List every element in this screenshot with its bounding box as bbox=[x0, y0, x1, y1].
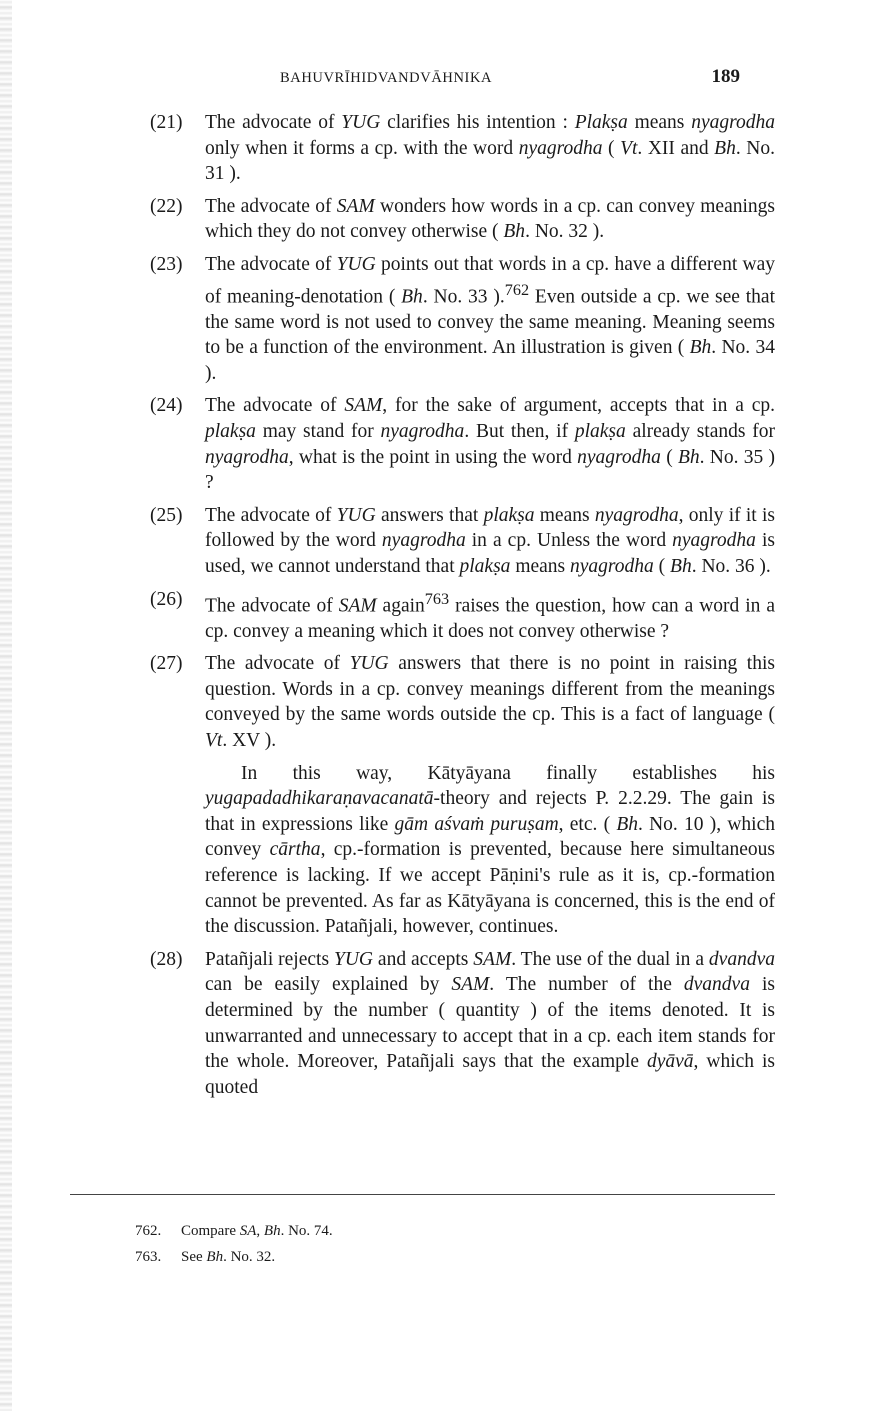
footnote-text: See Bh. No. 32. bbox=[181, 1249, 276, 1265]
paragraph-number: (21) bbox=[150, 112, 183, 133]
footnote-number: 763. bbox=[135, 1249, 162, 1265]
page-body bbox=[150, 110, 775, 1107]
page-header bbox=[280, 66, 740, 94]
paragraph-text: The advocate of YUG clarifies his intention : Plakṣa means nyagrodha only when it forms a cp. with the word nyagrodha ( Vt. XII and Bh. No. 31 ). bbox=[205, 112, 775, 185]
footnote-763 bbox=[135, 1244, 333, 1270]
footnote-number: 762. bbox=[135, 1223, 162, 1239]
paragraph-text: The advocate of SAM, for the sake of argument, accepts that in a cp. plakṣa may stand for nyagrodha. But then, if plakṣa already stands for nyagrodha, what is the point in using the word nyagrodha ( Bh. No. 35 ) ? bbox=[205, 395, 776, 494]
paragraph-number: (25) bbox=[150, 504, 183, 526]
paragraph-number: (23) bbox=[150, 253, 183, 275]
paragraph-text: The advocate of YUG answers that there is no point in raising this question. Words in a cp. convey meanings different from the meanings conveyed by the same words outside the cp. This is a fact of language ( Vt. XV ). bbox=[205, 653, 775, 752]
paragraph-number: (27) bbox=[150, 653, 183, 675]
paragraph-28 bbox=[150, 947, 775, 1101]
running-head: BAHUVRĪHIDVANDVĀHNIKA bbox=[280, 70, 493, 86]
paragraph-text: The advocate of YUG points out that words in a cp. have a different way of meaning-denotation ( Bh. No. 33 ).$^{762}$ Even outside a cp. we see that the same word is not used to convey the same meaning. Meaning seems to be a function of the environment. An illustration is given ( Bh. No. 34 ). bbox=[205, 253, 775, 384]
paragraph-text: Patañjali rejects YUG and accepts SAM. The use of the dual in a dvandva can be easily explained by SAM. The number of the dvandva is determined by the number ( quantity ) of the items denoted. It is unwarranted and unnecessary to accept that in a cp. each item stands for the whole. Moreover, Patañjali says that the example dyāvā, which is quoted bbox=[205, 948, 776, 1098]
paragraph-27 bbox=[150, 651, 775, 753]
continuation-paragraph: In this way, Kātyāyana finally establishes his yugapadadhikaraṇavacanatā-theory and rejects P. 2.2.29. The gain is that in expressions like gām aśvaṁ puruṣam, etc. ( Bh. No. 10 ), which convey cārtha, cp.-formation is prevented, because here simultaneous reference is lacking. If we accept Pāṇini's rule as it is, cp.-formation cannot be prevented. As far as Kātyāyana is concerned, this is the end of the discussion. Patañjali, however, continues. bbox=[205, 762, 776, 938]
paragraph-25 bbox=[150, 503, 775, 580]
paragraph-number: (24) bbox=[150, 395, 183, 417]
page-number: 189 bbox=[711, 66, 740, 87]
paragraph-24 bbox=[150, 393, 775, 495]
scan-edge bbox=[0, 0, 12, 1411]
footnote-762 bbox=[135, 1218, 333, 1244]
paragraph-21 bbox=[150, 110, 775, 187]
paragraph-text: The advocate of SAM wonders how words in a cp. can convey meanings which they do not convey otherwise ( Bh. No. 32 ). bbox=[205, 195, 775, 243]
paragraph-22 bbox=[150, 194, 775, 245]
paragraph-26 bbox=[150, 587, 775, 645]
footnote-text: Compare SA, Bh. No. 74. bbox=[181, 1223, 333, 1239]
paragraph-number: (28) bbox=[150, 948, 183, 970]
footnote-rule bbox=[70, 1194, 775, 1195]
paragraph-text: The advocate of SAM again$^{763}$ raises the question, how can a word in a cp. convey a meaning which it does not convey otherwise ? bbox=[205, 589, 775, 642]
paragraph-text: The advocate of YUG answers that plakṣa means nyagrodha, only if it is followed by the word nyagrodha in a cp. Unless the word nyagrodha is used, we cannot understand that plakṣa means nyagrodha ( Bh. No. 36 ). bbox=[205, 504, 775, 577]
paragraph-23 bbox=[150, 252, 775, 386]
paragraph-number: (26) bbox=[150, 588, 183, 610]
footnotes bbox=[135, 1218, 333, 1270]
paragraph-number: (22) bbox=[150, 195, 183, 217]
